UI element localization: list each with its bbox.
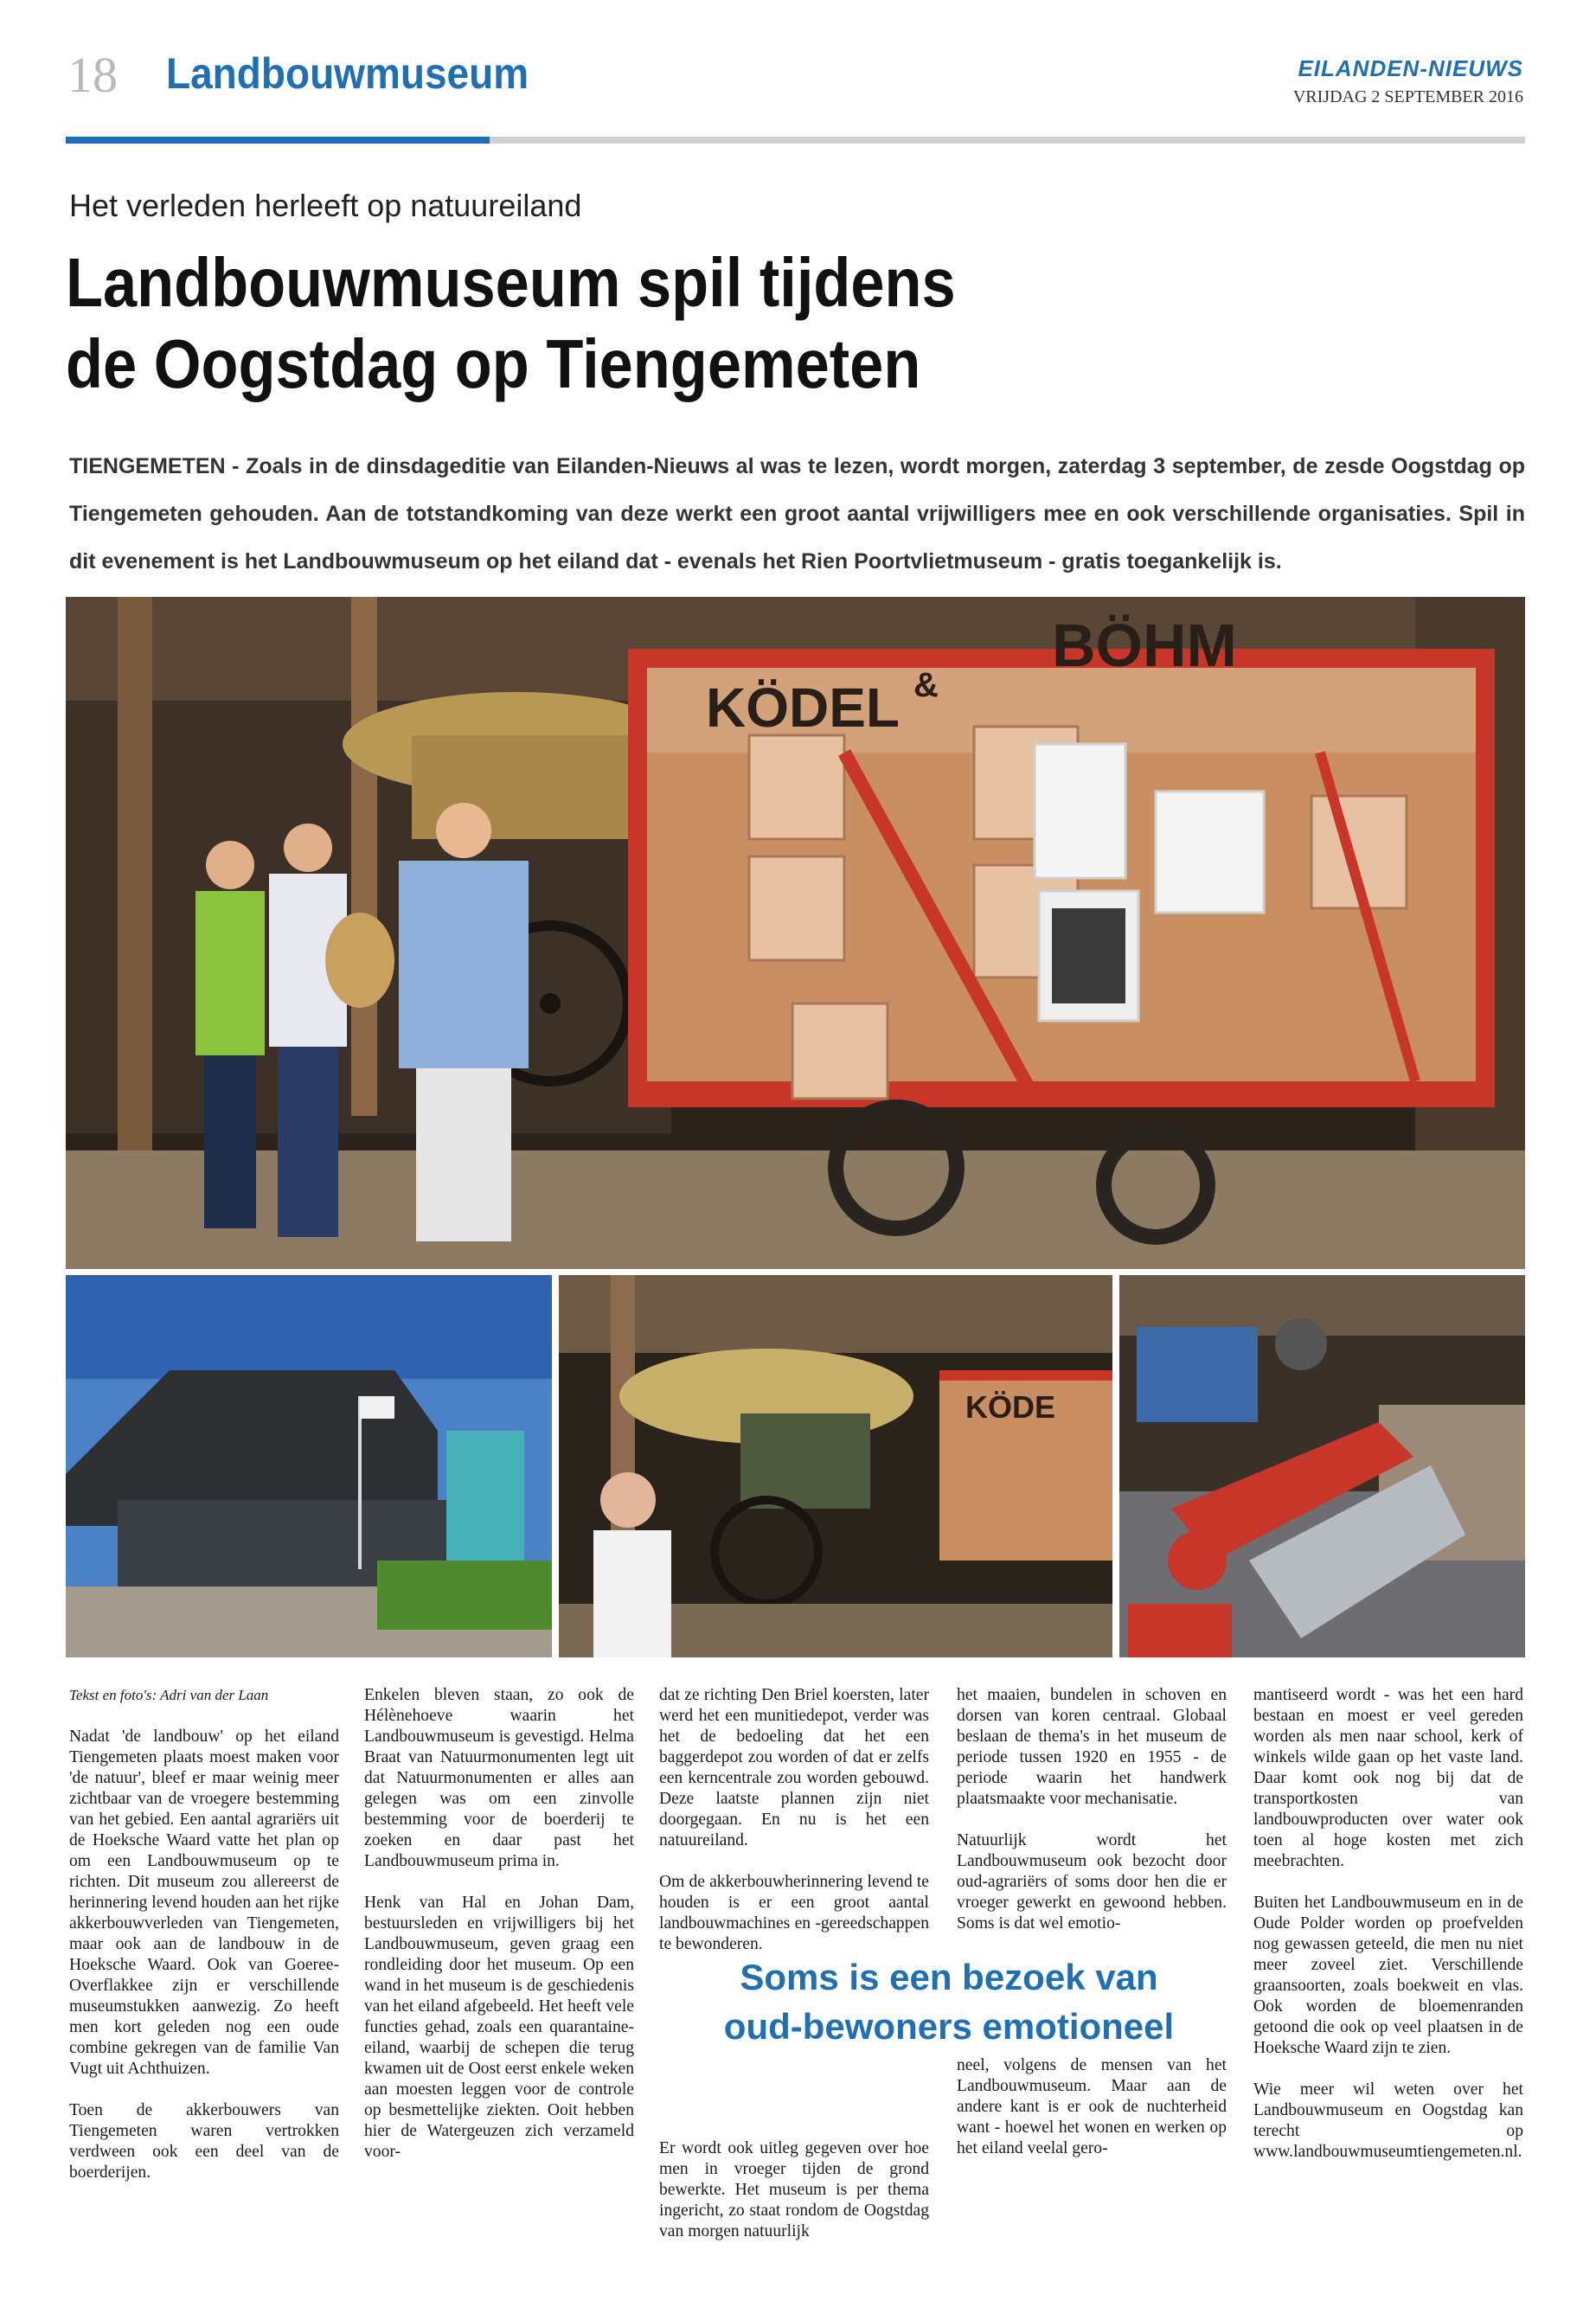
paragraph: Om de akkerbouwherinnering levend te houden is er een groot aantal landbouwmachines en -gereedschappen te bewonderen. xyxy=(659,1873,929,1953)
section-title: Landbouwmuseum xyxy=(166,49,529,98)
masthead-logo: EILANDEN-NIEUWS xyxy=(1298,55,1523,81)
header-rule xyxy=(490,137,1525,144)
paragraph: het maaien, bundelen in schoven en dorsen van koren centraal. Globaal beslaan de thema's in het museum de periode tussen 1920 en 1955 - de periode waarin het handwerk plaatsmaakte voor mechanisatie. xyxy=(957,1686,1227,1808)
paragraph: Natuurlijk wordt het Landbouwmuseum ook bezocht door oud-agrariërs of soms door hen die er vroeger gewerkt en gewoond hebben. Soms is dat wel emotio- xyxy=(957,1831,1227,1932)
text-column-5 xyxy=(1253,1685,1523,2183)
small-photo-machine-text: KÖDE xyxy=(965,1389,1056,1425)
paragraph: Henk van Hal en Johan Dam, bestuursleden en vrijwilligers bij het Landbouwmuseum, geven graag een rondleiding door het museum. Op een wand in het museum is de geschiedenis van het eiland afgebeeld. Het heeft vele functies gehad, zoals een quarantaine-eiland, waarbij de schepen die terug kwamen uit de Oost eerst enkele weken aan moesten leggen voor de controle op besmettelijke ziekten. Ooit hebben hier de Watergeuzen zich verzameld voor- xyxy=(364,1894,634,2161)
paragraph: Wie meer wil weten over het Landbouwmuseum en Oogstdag kan terecht op www.landbouwmuseumtiengemeten.nl. xyxy=(1253,2080,1523,2161)
page-number: 18 xyxy=(67,47,118,103)
paragraph: Er wordt ook uitleg gegeven over hoe men in vroeger tijden de grond bewerkte. Het museum is per thema ingericht, zo staat rondom de Oogstdag van morgen natuurlijk xyxy=(659,2139,929,2240)
text-column-2 xyxy=(364,1685,634,2183)
paragraph: Toen de akkerbouwers van Tiengemeten waren vertrokken verdween ook een deel van de boerderijen. xyxy=(69,2101,339,2182)
main-photo-machine-text-3: BÖHM xyxy=(1052,612,1237,679)
main-photo-machine-text-1: KÖDEL xyxy=(706,676,900,739)
paragraph: mantiseerd wordt - was het een hard bestaan en moest er veel gereden worden als men naar school, kerk of winkels wilde gaan op het vaste land. Daar komt ook nog bij dat de transportkosten van landbouwproducten over water ook toen al hoge kosten met zich meebrachten. xyxy=(1253,1686,1523,1870)
pull-quote xyxy=(659,1953,1239,2051)
paragraph: dat ze richting Den Briel koersten, later werd het een munitiedepot, verder was het de bedoeling dat het een baggerdepot zou worden of dat er zelfs een kerncentrale zou worden gebouwd. Deze laatste plannen zijn niet doorgegaan. En nu is het een natuureiland. xyxy=(659,1686,929,1849)
paragraph: neel, volgens de mensen van het Landbouwmuseum. Maar aan de andere kant is er ook de nuchterheid want - hoewel het wonen en werken op het eiland veelal gero- xyxy=(957,2056,1227,2157)
pull-quote-line-2: oud-bewoners emotioneel xyxy=(723,2005,1175,2047)
pull-quote-line-1: Soms is een bezoek van xyxy=(740,1957,1158,1997)
lead-paragraph: TIENGEMETEN - Zoals in de dinsdageditie van Eilanden-Nieuws al was te lezen, wordt morgen, zaterdag 3 september, de zesde Oogstdag op Tiengemeten gehouden. Aan de totstandkoming van deze werkt een groot aantal vrijwilligers mee en ook verschillende organisaties. Spil in dit evenement is het Landbouwmuseum op het eiland dat - evenals het Rien Poortvlietmuseum - gratis toegankelijk is. xyxy=(69,454,1525,574)
photo-museum-barn xyxy=(66,1275,552,1657)
headline-line-1: Landbouwmuseum spil tijdens xyxy=(66,244,956,321)
kicker: Het verleden herleeft op natuureiland xyxy=(69,188,582,223)
photo-red-mower xyxy=(1119,1275,1525,1657)
photo-man-with-hay-wagon xyxy=(559,1275,1112,1657)
photo-credit: Tekst en foto's: Adri van der Laan xyxy=(69,1687,269,1703)
headline xyxy=(66,242,1344,406)
paragraph: Nadat 'de landbouw' op het eiland Tiengemeten plaats moest maken voor 'de natuur', bleef er maar weinig meer zichtbaar van de vroegere bestemming van het gebied. Een aantal agrariërs uit de Hoeksche Waard vatte het plan op om een Landbouwmuseum op te richten. Dit museum zou allereerst de herinnering levend houden aan het rijke akkerbouwverleden van Tiengemeten, maar ook aan de landbouw in de Hoeksche Waard. Ook van Goeree-Overflakkee zijn er verschillende museumstukken aanwezig. Zo heeft men kort geleden nog een oude combine gekregen van de familie Van Vugt uit Achthuizen. xyxy=(69,1727,339,2078)
text-column-1 xyxy=(69,1685,339,2204)
text-column-4 xyxy=(957,1685,1227,2180)
paragraph: Buiten het Landbouwmuseum en in de Oude Polder worden op proefvelden nog gewassen geteeld, die men nu niet meer zoveel ziet. Verschillende graansoorten, zoals boekweit en vlas. Ook worden de bloemenranden getoond die ook op veel plaatsen in de Hoeksche Waard zijn te zien. xyxy=(1253,1894,1523,2057)
paragraph: Enkelen bleven staan, zo ook de Hélènehoeve waarin het Landbouwmuseum is gevestigd. Helma Braat van Natuurmonumenten legt uit dat Natuurmonumenten er alles aan gelegen was om een zinvolle bestemming voor de boerderij te zoeken en daar past het Landbouwmuseum prima in. xyxy=(364,1686,634,1870)
headline-line-2: de Oogstdag op Tiengemeten xyxy=(66,325,921,403)
header-rule-accent xyxy=(66,137,490,144)
issue-date: VRIJDAG 2 SEPTEMBER 2016 xyxy=(1292,87,1523,106)
main-photo-threshing-machine xyxy=(66,597,1525,1269)
main-photo-machine-text-2: & xyxy=(913,666,939,704)
